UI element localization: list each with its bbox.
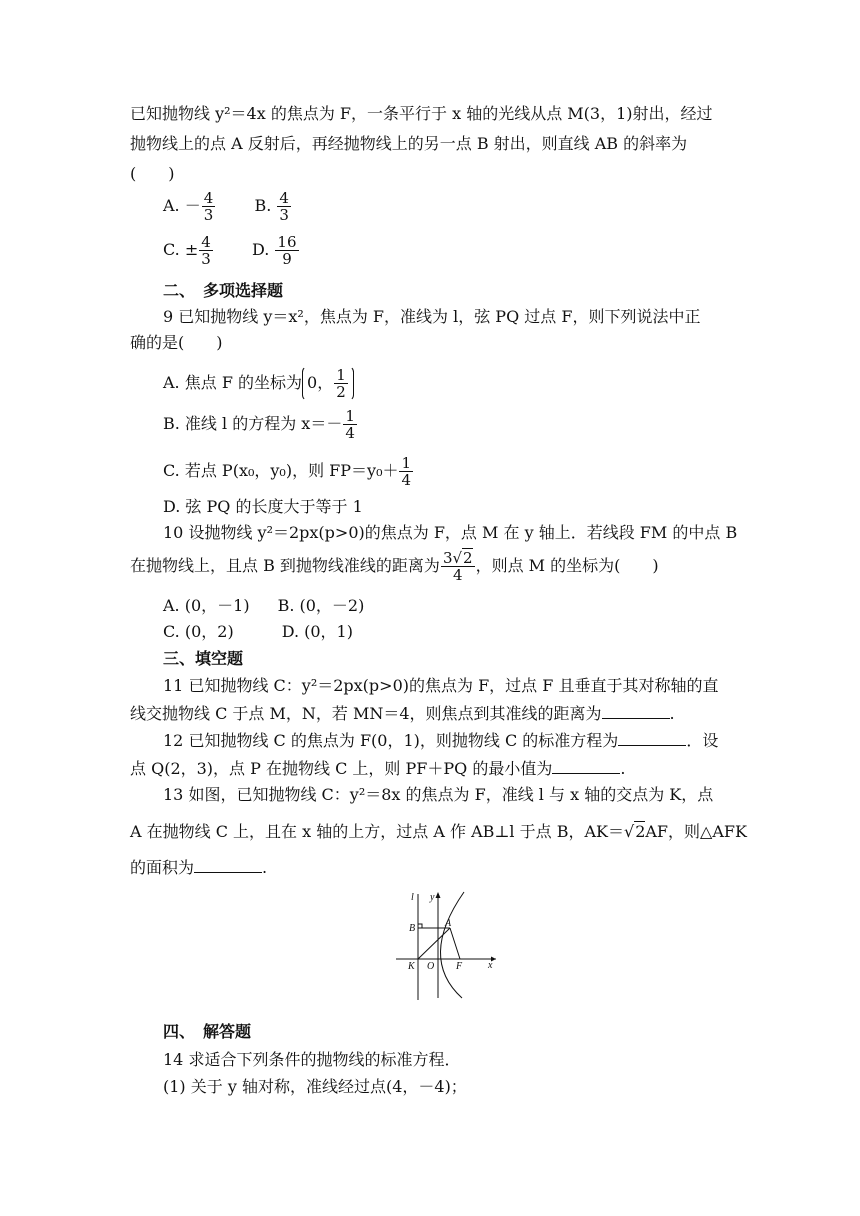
q10-opt-c: C. (0，2) <box>163 622 234 641</box>
label-a: A <box>445 918 452 929</box>
answer-blank <box>618 731 686 746</box>
q10-opt-b: B. (0，－2) <box>277 596 365 615</box>
section-heading-fill-in: 三、填空题 <box>163 649 244 668</box>
q14-line1: 14 求适合下列条件的抛物线的标准方程． <box>163 1050 461 1069</box>
right-angle-mark <box>418 924 422 928</box>
q9-line2: 确的是( ) <box>130 333 223 352</box>
q8-line1: 已知抛物线 y²＝4x 的焦点为 F，一条平行于 x 轴的光线从点 M(3，1)射出，经过 <box>130 104 713 123</box>
q10-line1: 10 设抛物线 y²＝2px(p>0)的焦点为 F，点 M 在 y 轴上．若线段 FM 的中点 B <box>163 523 738 542</box>
q13-line3: 的面积为 . <box>130 858 268 877</box>
q8-opt-d: D. $\frac{16}{9}$ <box>251 233 297 268</box>
segment-af <box>450 928 460 959</box>
q10-options-ab <box>163 596 364 616</box>
q9-opt-d: D. 弦 PQ 的长度大于等于 1 <box>163 497 363 516</box>
q8-line3: ( ) <box>130 164 175 183</box>
q9-opt-c: C. 若点 P(x₀，y₀)，则 FP＝y₀＋ $\frac{1}{4}$ <box>163 454 412 489</box>
parabola-curve <box>440 892 464 998</box>
q9-opt-b: B. 准线 l 的方程为 x＝－ $\frac{1}{4}$ <box>163 407 355 442</box>
answer-blank <box>552 759 620 774</box>
q8-options-ab <box>163 190 292 223</box>
answer-blank <box>194 858 262 873</box>
label-f: F <box>456 961 463 972</box>
q9-opt-a: A. 焦点 F 的坐标为 0， $\frac{1}{2}$ <box>163 366 354 401</box>
q11-line2: 线交抛物线 C 于点 M，N，若 MN＝4，则焦点到其准线的距离为 . <box>130 704 675 723</box>
segment-ak <box>418 928 450 959</box>
q12-line2: 点 Q(2，3)，点 P 在抛物线 C 上，则 PF＋PQ 的最小值为 . <box>130 759 626 778</box>
q12-line1: 12 已知抛物线 C 的焦点为 F(0，1)，则抛物线 C 的标准方程为 ．设 <box>163 731 719 750</box>
section-heading-multiple-choice: 二、 多项选择题 <box>163 281 284 300</box>
label-o: O <box>427 961 435 972</box>
q8-line2: 抛物线上的点 A 反射后，再经抛物线上的另一点 B 射出，则直线 AB 的斜率为 <box>130 134 688 153</box>
q8-options-cd <box>163 234 300 267</box>
q13-line2: A 在抛物线 C 上，且在 x 轴的上方，过点 A 作 AB⊥l 于点 B，AK＝√2AF，则△AFK <box>130 822 747 841</box>
label-x: x <box>488 960 493 971</box>
label-k: K <box>408 961 415 972</box>
q10-line2: 在抛物线上，且点 B 到抛物线准线的距离为 $\frac{3√2}{4}$ ，则点 M 的坐标为( ) <box>130 549 659 584</box>
q14-line2: (1) 关于 y 轴对称，准线经过点(4，－4)； <box>163 1077 467 1096</box>
q10-opt-d: D. (0，1) <box>281 622 353 641</box>
section-heading-solve: 四、 解答题 <box>163 1022 252 1041</box>
q8-opt-b: B. $\frac{4}{3}$ <box>254 189 289 224</box>
label-b: B <box>409 923 416 934</box>
q13-line1: 13 如图，已知抛物线 C：y²＝8x 的焦点为 F，准线 l 与 x 轴的交点为 K，点 <box>163 785 714 804</box>
q10-opt-a: A. (0，－1) <box>163 596 250 615</box>
q8-opt-c: C. ± $\frac{4}{3}$ <box>163 233 211 268</box>
answer-blank <box>602 704 670 719</box>
q10-options-cd <box>163 622 353 642</box>
q9-line1: 9 已知抛物线 y＝x²，焦点为 F，准线为 l，弦 PQ 过点 F，则下列说法中正 <box>163 307 701 326</box>
q8-opt-a: A. － $\frac{4}{3}$ <box>163 189 214 224</box>
parabola-figure <box>394 888 498 1004</box>
y-axis-arrow <box>436 892 441 898</box>
label-l: l <box>411 892 414 903</box>
q11-line1: 11 已知抛物线 C：y²＝2px(p>0)的焦点为 F，过点 F 且垂直于其对称轴的直 <box>163 676 719 695</box>
label-y: y <box>430 892 435 903</box>
